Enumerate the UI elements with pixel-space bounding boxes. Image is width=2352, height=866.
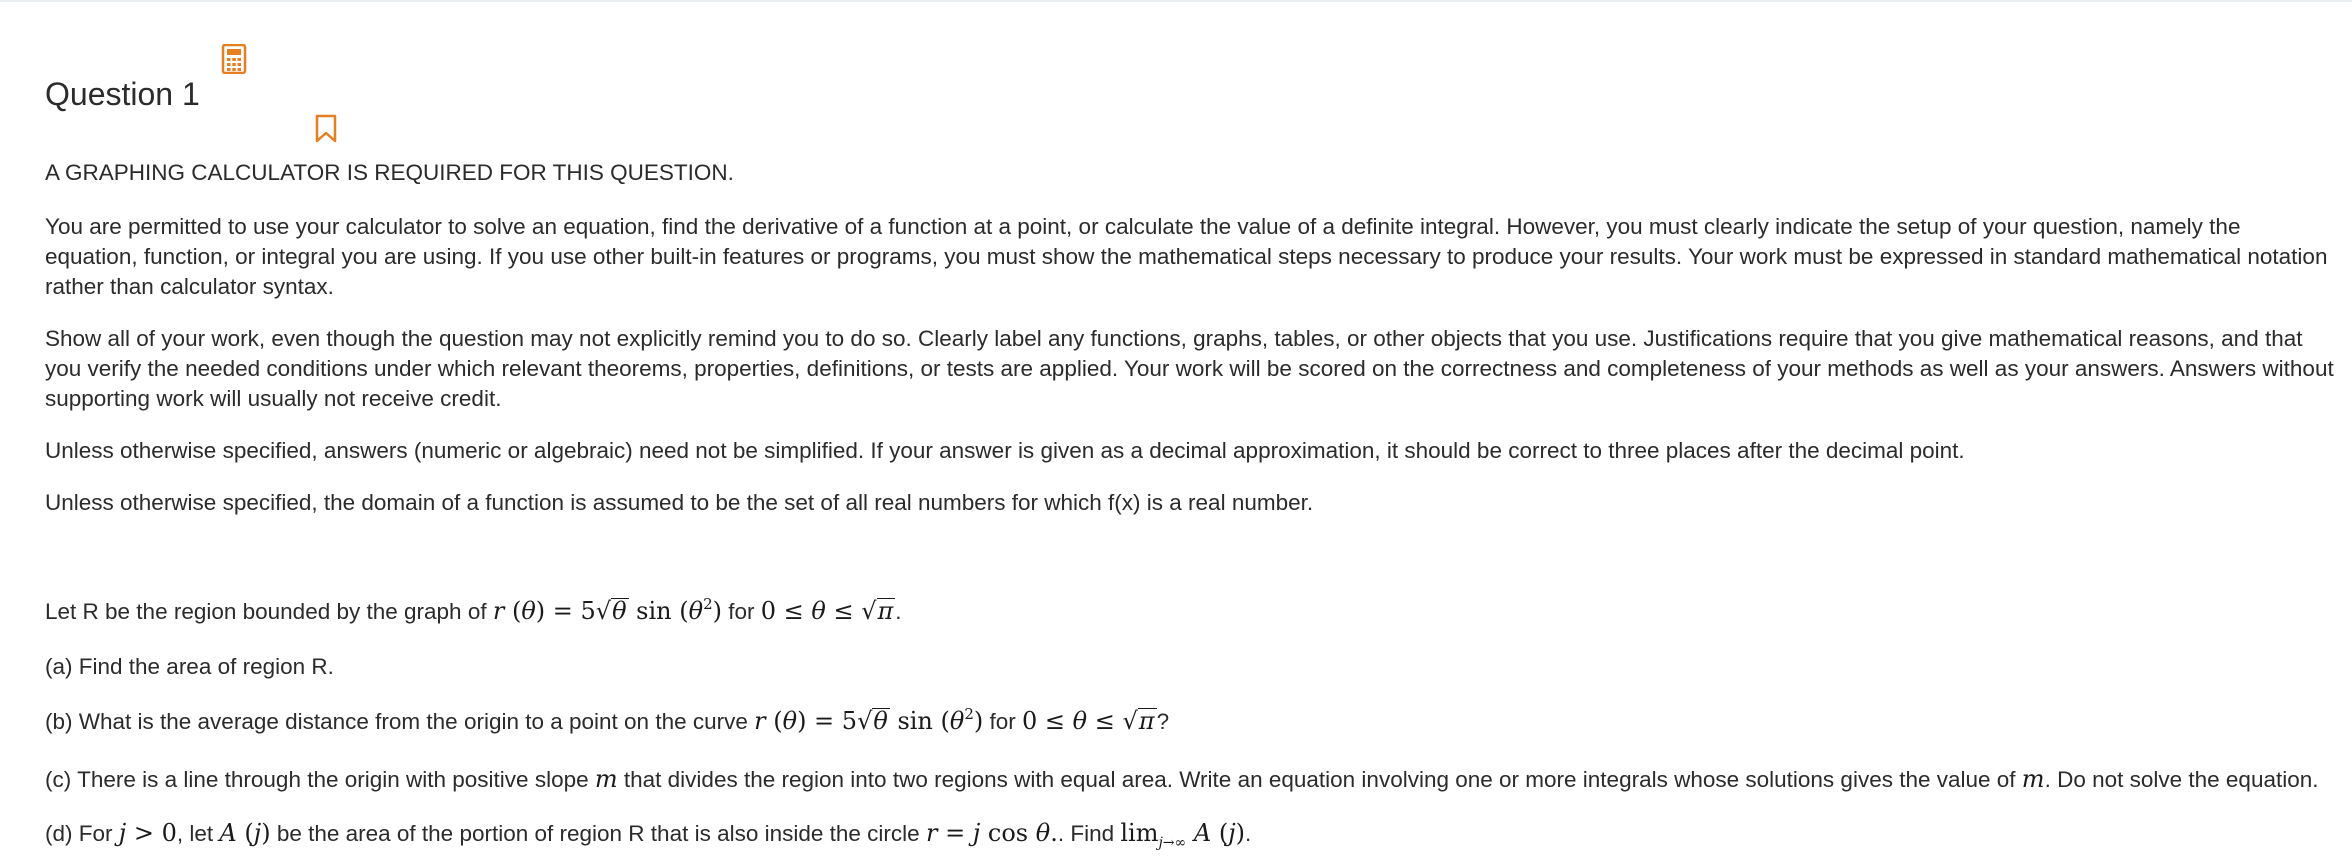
bookmark-icon[interactable]	[314, 114, 338, 144]
prompt-text-mid: for	[721, 599, 761, 624]
part-d-text-start: (d) For	[45, 821, 119, 846]
area-function: A (j)	[219, 819, 271, 847]
part-d-text-end: .	[1245, 821, 1252, 846]
instructions-domain: Unless otherwise specified, the domain of a function is assumed to be the set of all real numbers for which f(x) is a real number.	[45, 490, 1314, 515]
problem-prompt	[45, 596, 902, 627]
part-b	[45, 706, 1169, 737]
top-divider	[0, 0, 2352, 2]
theta-interval: 0 ≤ θ ≤ √π	[1022, 707, 1155, 735]
part-a: (a) Find the area of region R.	[45, 654, 334, 679]
polar-function-formula: r (θ) = 5√θ $\sin (\theta^2)$	[754, 705, 984, 735]
calculator-icon[interactable]	[221, 44, 247, 74]
part-d-text-mid3: . Find	[1057, 821, 1121, 846]
part-c-text-start: (c) There is a line through the origin with positive slope	[45, 767, 595, 792]
limit-expression: $\lim_{j\to\infty} A$ (j)	[1120, 819, 1246, 851]
part-d-text-mid1: , let	[176, 821, 220, 846]
polar-function-formula: r (θ) = 5√θ $\sin (\theta^2)$	[492, 595, 722, 625]
question-title: Question 1	[45, 76, 200, 112]
instructions-calculator-use: You are permitted to use your calculator to solve an equation, find the derivative of a function at a point, or calculate the value of a definite integral. However, you must clearly indicate the setup of your question, namely the equation, function, or integral you are using. If you use other built-in features or programs, you must show the mathematical steps necessary to produce your results. Your work must be expressed in standard mathematical notation rather than calculator syntax.	[45, 214, 2328, 299]
j-condition: j > 0	[118, 819, 177, 847]
slope-variable: m	[594, 765, 618, 793]
part-d-text-mid2: be the area of the portion of region R that is also inside the circle	[270, 821, 926, 846]
question-header	[45, 40, 645, 120]
circle-equation: r = j cos θ.	[925, 819, 1058, 847]
part-b-text-start: (b) What is the average distance from the origin to a point on the curve	[45, 709, 755, 734]
part-d	[45, 818, 1251, 858]
prompt-text-start: Let R be the region bounded by the graph of	[45, 599, 493, 624]
prompt-text-end: .	[895, 599, 902, 624]
instructions-show-work: Show all of your work, even though the question may not explicitly remind you to do so. Clearly label any functions, graphs, tables, or other objects that you use. Justifications require that you give mathematical reasons, and that you verify the needed conditions under which relevant theorems, properties, definitions, or tests are applied. Your work will be scored on the correctness and completeness of your methods as well as your answers. Answers without supporting work will usually not receive credit.	[45, 326, 2334, 411]
calculator-required-notice: A GRAPHING CALCULATOR IS REQUIRED FOR THIS QUESTION.	[45, 160, 734, 185]
theta-interval: 0 ≤ θ ≤ √π	[760, 597, 894, 625]
part-b-text-mid: for	[983, 709, 1023, 734]
part-c-text-end: . Do not solve the equation.	[2044, 767, 2319, 792]
instructions-simplification: Unless otherwise specified, answers (numeric or algebraic) need not be simplified. If your answer is given as a decimal approximation, it should be correct to three places after the decimal point.	[45, 438, 1965, 463]
part-c-text-mid: that divides the region into two regions with equal area. Write an equation involving one or more integrals whose solutions gives the value of	[617, 767, 2022, 792]
part-b-text-end: ?	[1156, 709, 1170, 734]
slope-variable: m	[2021, 765, 2045, 793]
part-c	[45, 764, 2319, 795]
